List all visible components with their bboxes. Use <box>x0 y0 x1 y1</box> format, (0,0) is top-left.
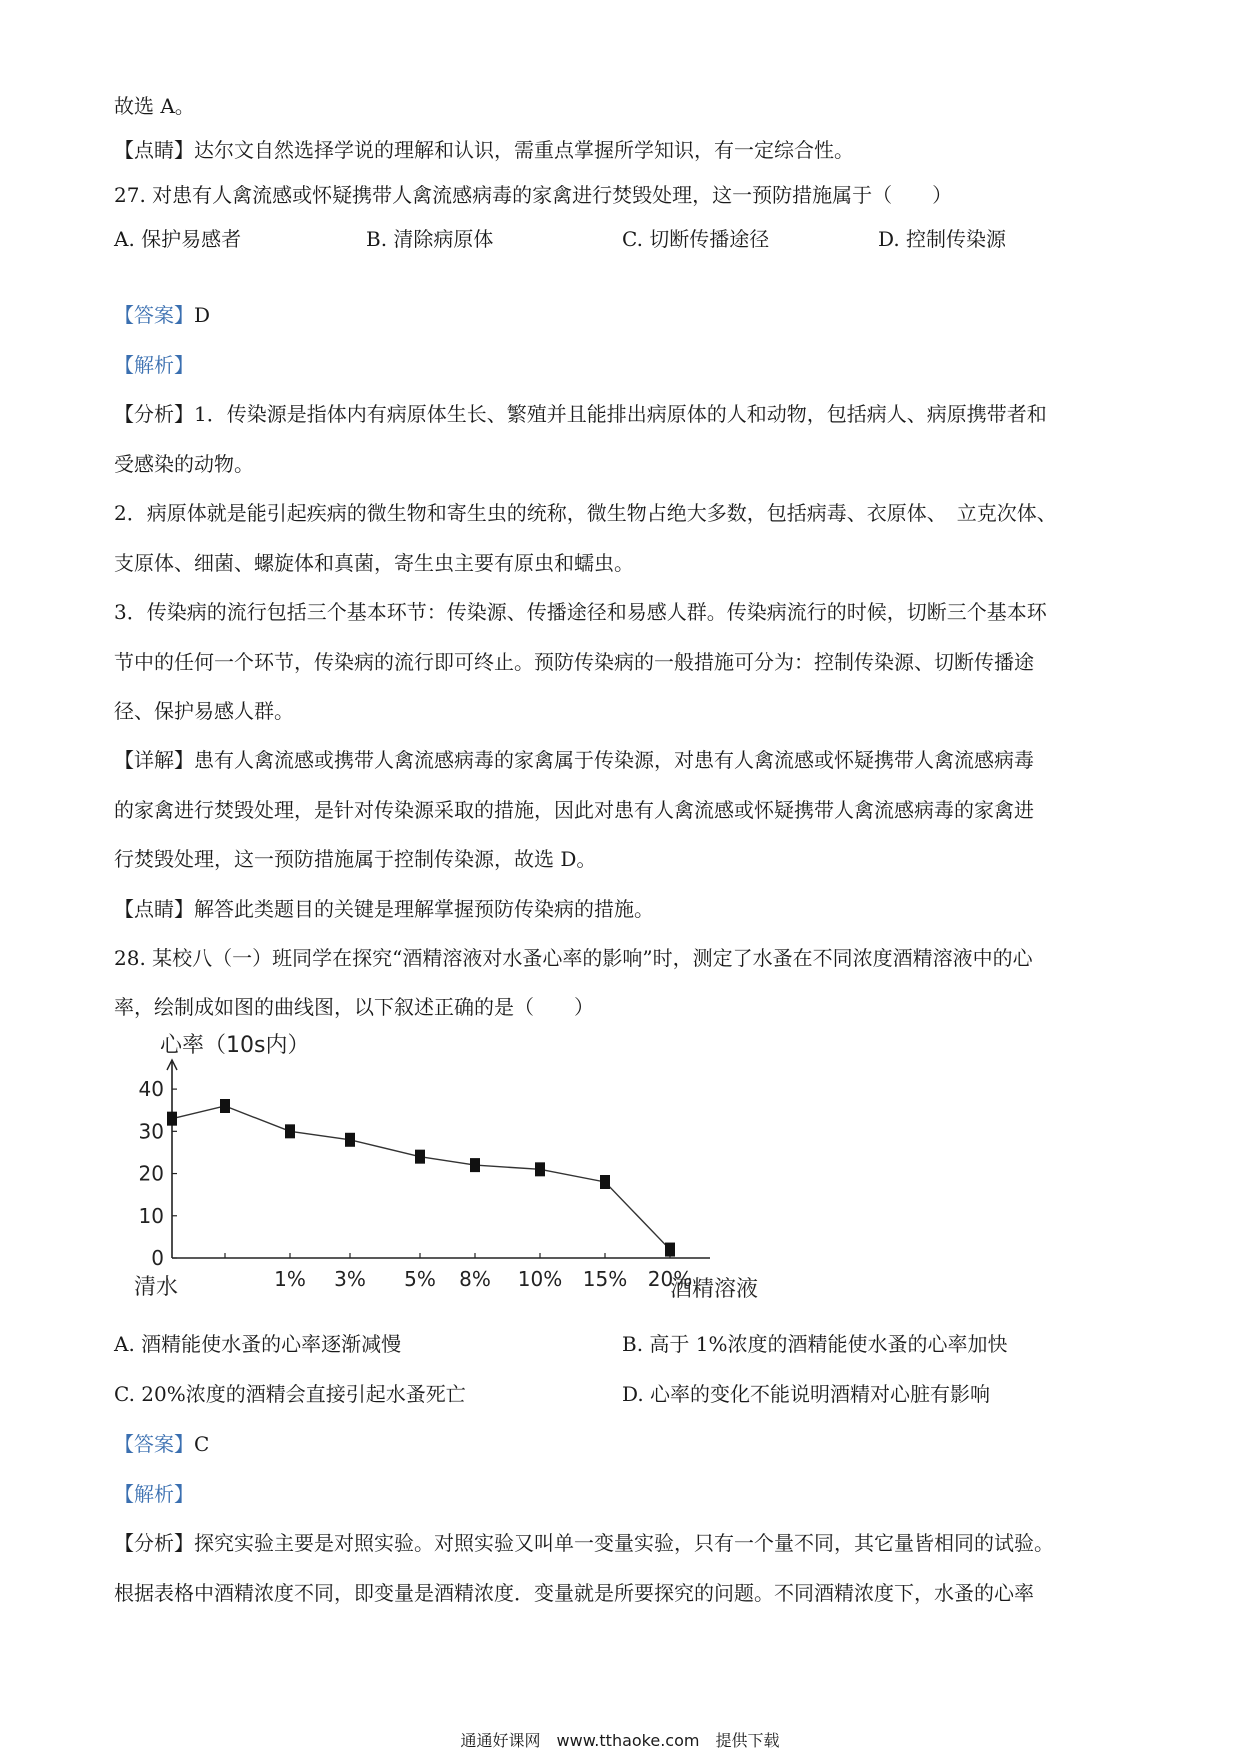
q28-option-d: D. 心率的变化不能说明酒精对心脏有影响 <box>622 1382 991 1406</box>
text-line: 径、保护易感人群。 <box>114 699 294 723</box>
text-line: 【分析】探究实验主要是对照实验。对照实验又叫单一变量实验，只有一个量不同，其它量皆相同的试验。 <box>114 1531 1054 1555</box>
y-tick-label: 0 <box>151 1246 164 1270</box>
question-28-cont: 率，绘制成如图的曲线图，以下叙述正确的是（ ） <box>114 995 594 1019</box>
x-tick-label: 5% <box>404 1267 436 1291</box>
data-point <box>600 1175 610 1189</box>
answer-28 <box>114 1430 1134 1458</box>
x-axis-label: 酒精溶液 <box>670 1277 759 1302</box>
question-27: 27. 对患有人禽流感或怀疑携带人禽流感病毒的家禽进行焚毁处理，这一预防措施属于（ ） <box>114 183 953 207</box>
data-point <box>220 1099 230 1113</box>
footer-source: 通通好课网 www.tthaoke.com 提供下载 <box>460 1731 780 1750</box>
x-tick-label: 8% <box>459 1267 491 1291</box>
x-tick-label: 15% <box>582 1267 628 1291</box>
series-line <box>172 1106 670 1250</box>
analysis-label: 【解析】 <box>114 353 194 377</box>
text-line: 【点睛】解答此类题目的关键是理解掌握预防传染病的措施。 <box>114 897 654 921</box>
data-point <box>285 1124 295 1138</box>
text-line: 支原体、细菌、螺旋体和真菌，寄生虫主要有原虫和蠕虫。 <box>114 551 634 575</box>
y-tick-label: 40 <box>138 1077 164 1102</box>
data-point <box>415 1150 425 1164</box>
q27-option-d: D. 控制传染源 <box>878 227 1007 251</box>
y-axis-label: 心率（10s内） <box>160 1033 310 1058</box>
q28-option-c: C. 20%浓度的酒精会直接引起水蚤死亡 <box>114 1382 466 1406</box>
x-tick-label: 1% <box>274 1267 306 1291</box>
q27-option-c: C. 切断传播途径 <box>622 227 770 251</box>
data-point <box>167 1112 177 1126</box>
analysis-label: 【解析】 <box>114 1482 194 1506</box>
answer-label: 【答案】 <box>114 1432 194 1456</box>
q28-option-b: B. 高于 1%浓度的酒精能使水蚤的心率加快 <box>622 1332 1008 1356</box>
answer-label: 【答案】 <box>114 303 194 327</box>
x-tick-label: 清水 <box>134 1275 179 1300</box>
text-line: 3．传染病的流行包括三个基本环节：传染源、传播途径和易感人群。传染病流行的时候，切断三个基本环 <box>114 600 1047 624</box>
data-point <box>535 1162 545 1176</box>
q27-option-b: B. 清除病原体 <box>366 227 494 251</box>
x-tick-label: 3% <box>334 1267 366 1291</box>
text-line: 【点睛】达尔文自然选择学说的理解和认识，需重点掌握所学知识，有一定综合性。 <box>114 138 854 162</box>
y-tick-label: 30 <box>138 1119 164 1144</box>
text-line: 行焚毁处理，这一预防措施属于控制传染源，故选 D。 <box>114 847 597 871</box>
y-tick-label: 10 <box>138 1203 164 1228</box>
text-line: 【分析】1．传染源是指体内有病原体生长、繁殖并且能排出病原体的人和动物，包括病人、病原携带者和 <box>114 402 1047 426</box>
y-tick-label: 20 <box>138 1161 164 1186</box>
answer-value: C <box>194 1432 210 1456</box>
x-tick-label: 20% <box>647 1267 693 1291</box>
data-point <box>665 1243 675 1257</box>
text-line: 故选 A。 <box>114 94 195 118</box>
answer-value: D <box>194 303 211 327</box>
text-line: 2．病原体就是能引起疾病的微生物和寄生虫的统称，微生物占绝大多数，包括病毒、衣原体、 立克次体、 <box>114 501 1057 525</box>
text-line: 【详解】患有人禽流感或携带人禽流感病毒的家禽属于传染源，对患有人禽流感或怀疑携带人禽流感病毒 <box>114 748 1034 772</box>
q27-option-a: A. 保护易感者 <box>114 227 242 251</box>
text-line: 节中的任何一个环节，传染病的流行即可终止。预防传染病的一般措施可分为：控制传染源、切断传播途 <box>114 650 1034 674</box>
data-point <box>470 1158 480 1172</box>
text-line: 根据表格中酒精浓度不同，即变量是酒精浓度．变量就是所要探究的问题。不同酒精浓度下，水蚤的心率 <box>114 1581 1034 1605</box>
text-line: 受感染的动物。 <box>114 452 254 476</box>
text-line: 的家禽进行焚毁处理，是针对传染源采取的措施，因此对患有人禽流感或怀疑携带人禽流感病毒的家禽进 <box>114 798 1034 822</box>
chart-series <box>167 1099 675 1257</box>
heart-rate-chart <box>120 1030 780 1310</box>
x-tick-label: 10% <box>517 1267 563 1291</box>
q28-option-a: A. 酒精能使水蚤的心率逐渐减慢 <box>114 1332 402 1356</box>
question-28: 28. 某校八（一）班同学在探究“酒精溶液对水蚤心率的影响”时，测定了水蚤在不同浓度酒精溶液中的心 <box>114 946 1033 970</box>
data-point <box>345 1133 355 1147</box>
answer-27 <box>114 301 1134 329</box>
